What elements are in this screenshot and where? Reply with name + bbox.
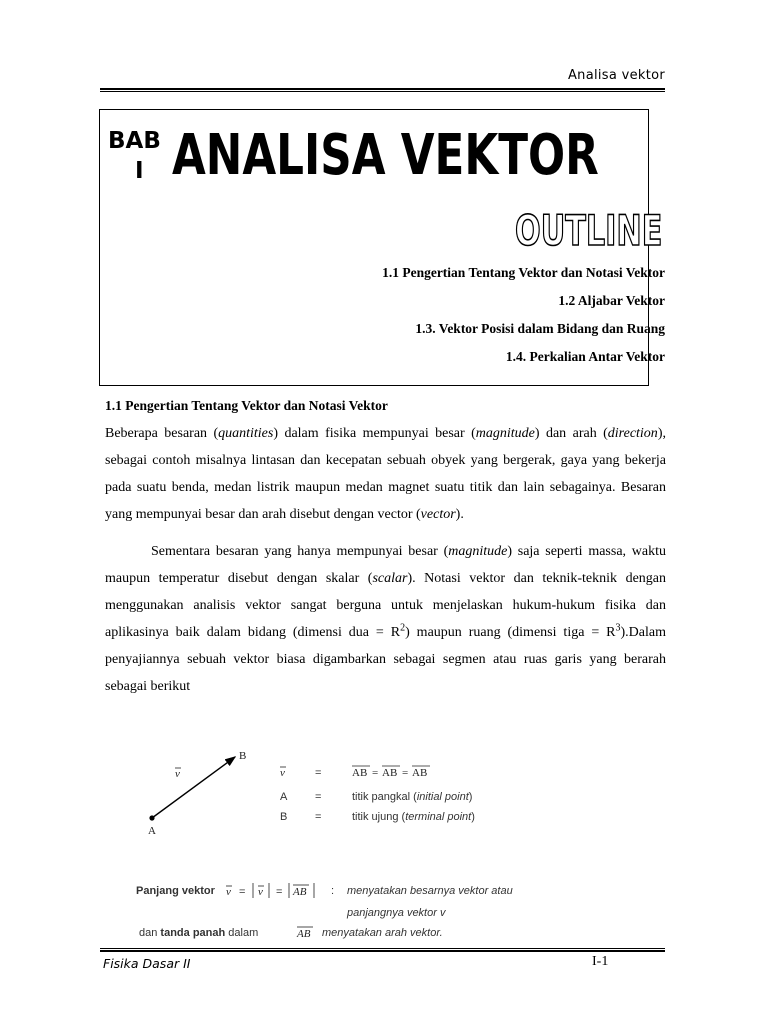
bab-number: I bbox=[135, 158, 144, 184]
running-header: Analisa vektor bbox=[567, 68, 665, 83]
svg-text:=: = bbox=[372, 767, 379, 779]
point-a-label: A bbox=[148, 825, 156, 837]
initial-point-dot bbox=[149, 815, 154, 820]
direction-note: dan tanda panah dalam bbox=[139, 927, 259, 939]
legend-b-symbol: B bbox=[280, 811, 288, 823]
footer-course: Fisika Dasar II bbox=[103, 956, 191, 971]
legend-ab-1: AB bbox=[352, 767, 368, 779]
outline-label: OUTLINE bbox=[515, 206, 663, 255]
legend-a-symbol: A bbox=[280, 791, 288, 803]
vector-figure bbox=[140, 740, 500, 845]
svg-text:=: = bbox=[239, 886, 246, 898]
toc-item-4: 1.4. Perkalian Antar Vektor bbox=[505, 349, 665, 364]
svg-text:=: = bbox=[315, 791, 322, 803]
length-label: Panjang vektor bbox=[136, 885, 215, 897]
svg-text:v: v bbox=[258, 886, 263, 898]
legend-v-equals: = bbox=[315, 767, 322, 779]
svg-text:AB: AB bbox=[293, 886, 307, 898]
bab-label: BAB bbox=[108, 128, 161, 154]
direction-desc: menyatakan arah vektor. bbox=[322, 927, 443, 939]
body-text bbox=[105, 420, 666, 700]
header-rule bbox=[100, 88, 665, 92]
svg-text:=: = bbox=[276, 886, 283, 898]
point-b-label: B bbox=[239, 750, 247, 762]
section-heading: 1.1 Pengertian Tentang Vektor dan Notasi Vektor bbox=[105, 398, 388, 413]
svg-text:=: = bbox=[402, 767, 409, 779]
vector-symbol: v bbox=[175, 768, 180, 780]
length-desc-2: panjangnya vektor v bbox=[347, 907, 446, 919]
footer-rule bbox=[100, 948, 665, 952]
legend-b-desc: titik ujung (terminal point) bbox=[352, 811, 475, 823]
svg-text:AB: AB bbox=[297, 928, 311, 940]
page-number: I-1 bbox=[592, 954, 609, 969]
toc-item-3: 1.3. Vektor Posisi dalam Bidang dan Ruang bbox=[415, 321, 665, 336]
legend-ab-3: AB bbox=[412, 767, 428, 779]
length-desc-1: menyatakan besarnya vektor atau bbox=[347, 885, 513, 897]
paragraph-1: Beberapa besaran (quantities) dalam fisika mempunyai besar (magnitude) dan arah (direction), sebagai contoh misalnya lintasan dan kecepatan sebuah obyek yang bergerak, gaya yang bekerja pada suatu benda, medan listrik maupun medan magnet suatu titik dan lain sebagainya. Besaran yang mempunyai besar dan arah disebut dengan vector (vector). bbox=[105, 426, 666, 522]
vector-arrow bbox=[152, 757, 235, 818]
chapter-title: ANALISA VEKTOR bbox=[172, 123, 599, 188]
legend-v-symbol: v bbox=[280, 767, 285, 779]
legend-ab-2: AB bbox=[382, 767, 398, 779]
paragraph-2: Sementara besaran yang hanya mempunyai besar (magnitude) saja seperti massa, waktu maupun temperatur disebut dengan skalar (scalar). Notasi vektor dan teknik-teknik dengan menggunakan analisis vektor sangat berguna untuk menjelaskan hukum-hukum fisika dan aplikasinya baik dalam bidang (dimensi dua = $R^2$) maupun ruang (dimensi tiga = $R^3).Dalam$ penyajiannya sebuah vektor biasa digambarkan sebagai segmen atau ruas garis yang berarah sebagai berikut bbox=[105, 544, 666, 694]
toc-item-2: 1.2 Aljabar Vektor bbox=[558, 293, 665, 308]
legend-a-desc: titik pangkal (initial point) bbox=[352, 791, 473, 803]
svg-text:v: v bbox=[226, 886, 231, 898]
svg-text::: : bbox=[331, 885, 335, 897]
svg-text:=: = bbox=[315, 811, 322, 823]
vector-length-note bbox=[134, 880, 554, 942]
toc-item-1: 1.1 Pengertian Tentang Vektor dan Notasi Vektor bbox=[382, 265, 665, 280]
